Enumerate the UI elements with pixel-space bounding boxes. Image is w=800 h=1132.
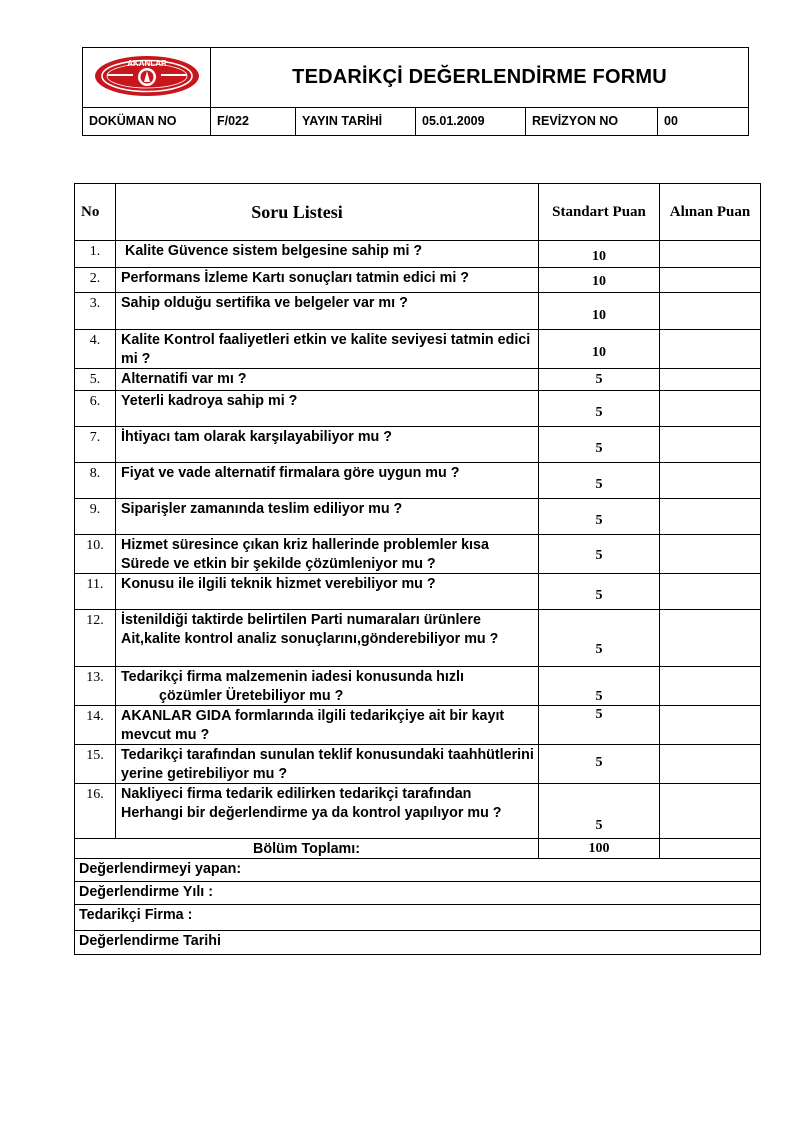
row-number: 12.: [75, 610, 116, 667]
table-row: [75, 706, 761, 745]
standard-score: 5: [539, 706, 660, 745]
publish-date-value: 05.01.2009: [416, 107, 526, 135]
table-row: [75, 499, 761, 535]
footer-row: [75, 905, 761, 931]
row-number: 11.: [75, 574, 116, 610]
evaluation-year-field[interactable]: Değerlendirme Yılı :: [75, 882, 761, 905]
footer-row: [75, 882, 761, 905]
question-text-line: çözümler Üretebiliyor mu ?: [159, 687, 344, 704]
standard-score: 5: [539, 574, 660, 610]
table-row: [75, 293, 761, 330]
question-text: Hizmet süresince çıkan kriz hallerinde problemler kısa Sürede ve etkin bir şekilde çözümleniyor mu ?: [116, 535, 539, 574]
received-score-cell[interactable]: [660, 369, 761, 391]
evaluator-field[interactable]: Değerlendirmeyi yapan:: [75, 859, 761, 882]
table-header-row: [75, 184, 761, 241]
col-header-standard: Standart Puan: [539, 184, 660, 241]
received-score-cell[interactable]: [660, 293, 761, 330]
question-table: [74, 183, 761, 955]
table-row: [75, 535, 761, 574]
received-total-cell[interactable]: [660, 839, 761, 859]
received-score-cell[interactable]: [660, 268, 761, 293]
received-score-cell[interactable]: [660, 330, 761, 369]
standard-score: 5: [539, 463, 660, 499]
question-text: [116, 667, 539, 706]
question-text: Alternatifi var mı ?: [116, 369, 539, 391]
received-score-cell[interactable]: [660, 463, 761, 499]
row-number: 13.: [75, 667, 116, 706]
row-number: 1.: [75, 241, 116, 268]
question-text: Fiyat ve vade alternatif firmalara göre uygun mu ?: [116, 463, 539, 499]
standard-score: 5: [539, 535, 660, 574]
received-score-cell[interactable]: [660, 241, 761, 268]
table-row: [75, 268, 761, 293]
row-number: 6.: [75, 391, 116, 427]
standard-score: 5: [539, 610, 660, 667]
row-number: 15.: [75, 745, 116, 784]
question-text: Tedarikçi tarafından sunulan teklif konusundaki taahhütlerini yerine getirebiliyor mu ?: [116, 745, 539, 784]
col-header-received: Alınan Puan: [660, 184, 761, 241]
standard-score: 5: [539, 391, 660, 427]
publish-date-label: YAYIN TARİHİ: [296, 107, 416, 135]
question-text: Kalite Güvence sistem belgesine sahip mi ?: [116, 241, 539, 268]
doc-no-value: F/022: [211, 107, 296, 135]
revision-label: REVİZYON NO: [526, 107, 658, 135]
question-text: Siparişler zamanında teslim ediliyor mu ?: [116, 499, 539, 535]
row-number: 10.: [75, 535, 116, 574]
footer-row: [75, 859, 761, 882]
row-number: 8.: [75, 463, 116, 499]
received-score-cell[interactable]: [660, 784, 761, 839]
table-row: [75, 463, 761, 499]
form-title: TEDARİKÇİ DEĞERLENDİRME FORMU: [211, 48, 749, 108]
row-number: 16.: [75, 784, 116, 839]
received-score-cell[interactable]: [660, 610, 761, 667]
question-text: Sahip olduğu sertifika ve belgeler var mı ?: [116, 293, 539, 330]
table-row: [75, 574, 761, 610]
table-row: [75, 369, 761, 391]
standard-score: 5: [539, 784, 660, 839]
question-text: Nakliyeci firma tedarik edilirken tedarikçi tarafından Herhangi bir değerlendirme ya da kontrol yapılıyor mu ?: [116, 784, 539, 839]
question-text: Yeterli kadroya sahip mi ?: [116, 391, 539, 427]
question-text: Kalite Kontrol faaliyetleri etkin ve kalite seviyesi tatmin edici mi ?: [116, 330, 539, 369]
received-score-cell[interactable]: [660, 499, 761, 535]
row-number: 3.: [75, 293, 116, 330]
logo-cell: [83, 48, 211, 108]
form-header: [82, 47, 749, 136]
received-score-cell[interactable]: [660, 667, 761, 706]
section-total-label: Bölüm Toplamı:: [75, 839, 539, 859]
footer-row: [75, 931, 761, 955]
revision-value: 00: [658, 107, 749, 135]
logo-text: AKANLAR: [126, 58, 167, 68]
row-number: 4.: [75, 330, 116, 369]
total-row: [75, 839, 761, 859]
doc-no-label: DOKÜMAN NO: [83, 107, 211, 135]
standard-score: 10: [539, 268, 660, 293]
row-number: 2.: [75, 268, 116, 293]
question-text-line: Tedarikçi firma malzemenin iadesi konusunda hızlı: [121, 669, 464, 685]
standard-score: 5: [539, 427, 660, 463]
standard-score: 10: [539, 293, 660, 330]
col-header-no: No: [75, 184, 116, 241]
question-text: İhtiyacı tam olarak karşılayabiliyor mu ?: [116, 427, 539, 463]
table-row: [75, 784, 761, 839]
table-row: [75, 610, 761, 667]
section-total-value: 100: [539, 839, 660, 859]
standard-score: 5: [539, 745, 660, 784]
question-text: Konusu ile ilgili teknik hizmet verebiliyor mu ?: [116, 574, 539, 610]
row-number: 9.: [75, 499, 116, 535]
received-score-cell[interactable]: [660, 574, 761, 610]
question-text: İstenildiği taktirde belirtilen Parti numaraları ürünlere Ait,kalite kontrol analiz sonuçlarını,gönderebiliyor mu ?: [116, 610, 539, 667]
standard-score: 10: [539, 241, 660, 268]
standard-score: 5: [539, 667, 660, 706]
received-score-cell[interactable]: [660, 391, 761, 427]
standard-score: 5: [539, 499, 660, 535]
table-row: [75, 427, 761, 463]
col-header-question: Soru Listesi: [116, 184, 539, 241]
row-number: 14.: [75, 706, 116, 745]
table-row: [75, 667, 761, 706]
table-row: [75, 330, 761, 369]
row-number: 5.: [75, 369, 116, 391]
table-row: [75, 391, 761, 427]
table-row: [75, 241, 761, 268]
row-number: 7.: [75, 427, 116, 463]
standard-score: 10: [539, 330, 660, 369]
question-text: AKANLAR GIDA formlarında ilgili tedarikçiye ait bir kayıt mevcut mu ?: [116, 706, 539, 745]
received-score-cell[interactable]: [660, 535, 761, 574]
evaluation-date-field[interactable]: Değerlendirme Tarihi: [75, 931, 761, 955]
received-score-cell[interactable]: [660, 745, 761, 784]
received-score-cell[interactable]: [660, 427, 761, 463]
table-row: [75, 745, 761, 784]
akanlar-logo: [93, 54, 201, 98]
question-text: Performans İzleme Kartı sonuçları tatmin edici mi ?: [116, 268, 539, 293]
received-score-cell[interactable]: [660, 706, 761, 745]
supplier-field[interactable]: Tedarikçi Firma :: [75, 905, 761, 931]
standard-score: 5: [539, 369, 660, 391]
